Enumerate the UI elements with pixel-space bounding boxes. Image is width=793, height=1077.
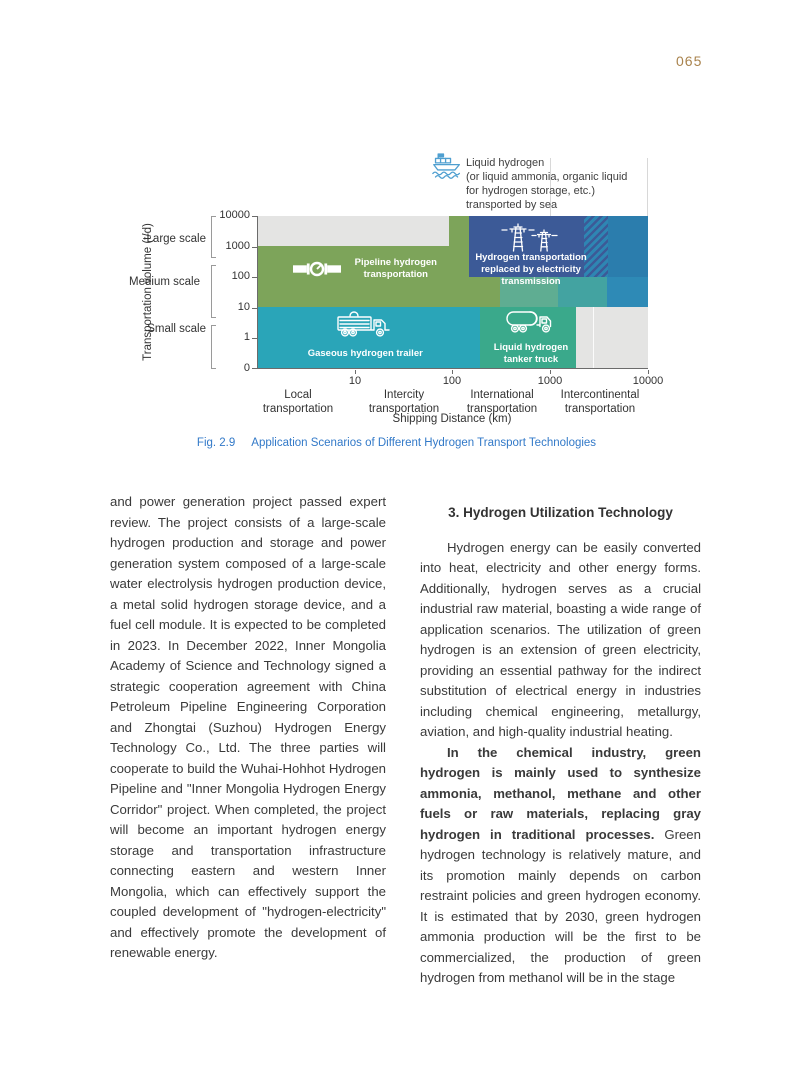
legend [466, 156, 627, 212]
x-tick-10000: 10000 [632, 375, 664, 387]
tick-mark [355, 370, 356, 374]
x-axis-title: Shipping Distance (km) [392, 413, 512, 425]
category-intercontinental: Intercontinental transportation [560, 389, 640, 415]
y-tick-10000: 10000 [219, 209, 250, 221]
zone-pipeline-upper [449, 216, 470, 246]
category-international: International transportation [466, 389, 538, 415]
y-tick-100: 100 [231, 270, 250, 282]
tick-mark [452, 370, 453, 374]
caption-label: Fig. 2.9 [196, 437, 236, 449]
y-axis-title: Transportation volume (t/d) [142, 223, 154, 361]
tick-mark [648, 370, 649, 374]
x-tick-10: 10 [348, 375, 362, 387]
gridline-white [593, 307, 594, 368]
gaseous-trailer-icon [336, 310, 394, 340]
zone-sea-transport-top [607, 216, 648, 277]
zone-label-gaseous: Gaseous hydrogen trailer [307, 348, 423, 360]
regular-continuation: Green hydrogen technology is relatively mature, and its promotion mainly depends on carbon restraint policies and green hydrogen economy. It is estimated that by 2030, green hydrogen ammonia production will be the first to be commercialized, the production of green hydrogen from methanol will be in the stage [420, 826, 701, 985]
section-heading: 3. Hydrogen Utilization Technology [448, 505, 673, 520]
scale-label-medium: Medium scale [129, 276, 200, 288]
right-paragraph-2 [420, 743, 701, 989]
caption-text: Application Scenarios of Different Hydrogen Transport Technologies [251, 437, 597, 449]
figure-2-9 [0, 0, 793, 470]
liquid-tanker-icon [505, 307, 557, 337]
scale-label-large: Large scale [146, 233, 206, 245]
legend-line: (or liquid ammonia, organic liquid [466, 171, 628, 183]
y-tick-1: 1 [243, 331, 250, 343]
scale-label-small: Small scale [147, 323, 206, 335]
legend-line: Liquid hydrogen [466, 157, 545, 169]
category-local: Local transportation [262, 389, 334, 415]
x-tick-1000: 1000 [537, 375, 563, 387]
legend-ship [432, 152, 462, 179]
zone-label-electricity: Hydrogen transportation replaced by electricity transmission [475, 252, 587, 288]
right-paragraph-1: Hydrogen energy can be easily converted into heat, electricity and other energy forms. Additionally, hydrogen serves as a crucial industrial raw material, boasting a wide range of application scenarios. The utilization of green hydrogen is an extension of green electricity, providing an essential pathway for the indirect substitution of electrical energy in industries including chemical engineering, metallurgy, aviation, and high-quality industrial heating. [420, 539, 701, 739]
legend-line: transported by sea [466, 199, 558, 211]
zone-label-liquid: Liquid hydrogen tanker truck [493, 342, 569, 366]
left-column [110, 492, 386, 964]
right-column [420, 492, 701, 989]
zone-label-pipeline: Pipeline hydrogen transportation [354, 257, 437, 281]
y-tick-0: 0 [243, 362, 250, 374]
left-paragraph: and power generation project passed expert review. The project consists of a large-scale hydrogen production and storage and power generation system composed of a large-scale water electrolysis hydrogen production device, a metal solid hydrogen storage device, and a fuel cell module. It is expected to be completed in 2023. In December 2022, Inner Mongolia Academy of Science and Technology signed a strategic cooperation agreement with China Petroleum Pipeline Engineering Corporation and Zhongtai (Suzhou) Hydrogen Energy Technology Co., Ltd. The three parties will cooperate to build the Wuhai-Hohhot Hydrogen Pipeline and "Inner Mongolia Hydrogen Energy Corridor" project. When completed, the project will become an important hydrogen energy storage and transportation infrastructure connecting eastern and western Inner Mongolia, which can effectively support the coupled development of "hydrogen-electricity" and effectively promote the development of renewable energy. [110, 494, 386, 960]
bold-sentence: In the chemical industry, green hydrogen is mainly used to synthesize ammonia, methanol, methane and other fuels or raw materials, replacing gray hydrogen in traditional processes. [420, 744, 701, 842]
ship-icon [432, 152, 462, 179]
gridline-10000 [647, 158, 648, 216]
y-tick-10: 10 [237, 301, 250, 313]
page-number: 065 [676, 53, 703, 69]
legend-line: for hydrogen storage, etc.) [466, 185, 596, 197]
figure-caption [0, 437, 793, 449]
pipeline-icon [293, 259, 341, 279]
y-tick-1000: 1000 [225, 240, 250, 252]
category-intercity: Intercity transportation [368, 389, 440, 415]
tick-mark [550, 370, 551, 374]
plot-area [257, 216, 648, 369]
x-tick-100: 100 [442, 375, 462, 387]
electricity-pylons-icon [500, 222, 562, 252]
